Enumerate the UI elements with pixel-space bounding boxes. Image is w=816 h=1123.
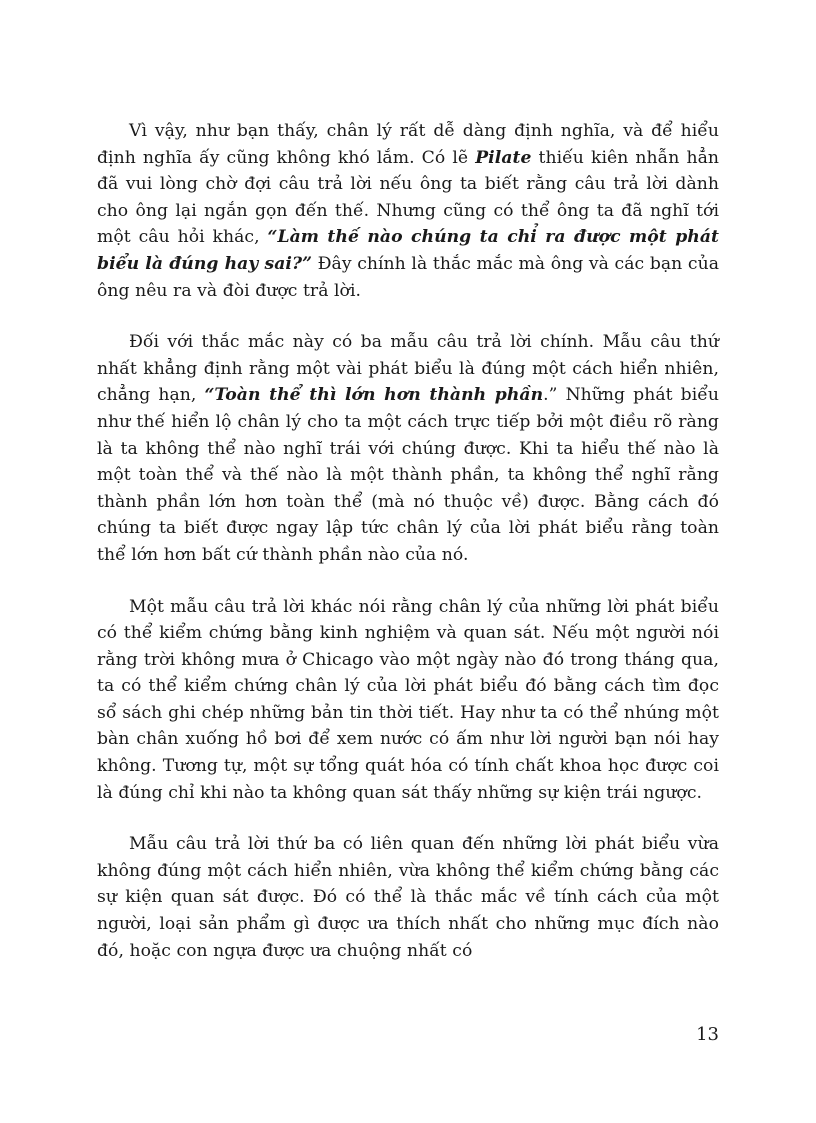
paragraph-1-text-2: thiếu kiên nhẫn hẳn đã vui lòng chờ đợi câu trả lời nếu ông ta biết rằng câu trả lời dành cho ông lại ngắn gọn đến thế. Nhưng cũng có thể ông ta đã nghĩ tới một câu hỏi khác, <box>97 147 719 248</box>
paragraph-2 <box>97 329 719 568</box>
paragraph-3-text-1: Một mẫu câu trả lời khác nói rằng chân lý của những lời phát biểu có thể kiểm chứng bằng kinh nghiệm và quan sát. Nếu một người nói rằng trời không mưa ở Chicago vào một ngày nào đó trong tháng qua, ta có thể kiểm chứng chân lý của lời phát biểu đó bằng cách tìm đọc sổ sách ghi chép những bản tin thời tiết. Hay như ta có thể nhúng một bàn chân xuống hồ bơi để xem nước có ấm như lời người bạn nói hay không. Tương tự, một sự tổng quát hóa có tính chất khoa học được coi là đúng chỉ khi nào ta không quan sát thấy những sự kiện trái ngược. <box>97 596 719 803</box>
page-number: 13 <box>696 1024 719 1045</box>
emphasis-question: “Làm thế nào chúng ta chỉ ra được một phát biểu là đúng hay sai?” <box>97 227 720 274</box>
paragraph-2-text-1: Đối với thắc mắc này có ba mẫu câu trả lời chính. Mẫu câu thứ nhất khẳng định rằng một vài phát biểu là đúng một cách hiển nhiên, chẳng hạn, <box>97 332 719 406</box>
page-body <box>97 118 719 989</box>
paragraph-2-text-2: .” Những phát biểu như thế hiển lộ chân lý cho ta một cách trực tiếp bởi một điều rõ ràng là ta không thể nào nghĩ trái với chúng được. Khi ta hiểu thế nào là một toàn thể và thế nào là một thành phần, ta không thể nghĩ rằng thành phần lớn hơn toàn thể (mà nó thuộc về) được. Bằng cách đó chúng ta biết được ngay lập tức chân lý của lời phát biểu rằng toàn thể lớn hơn bất cứ thành phần nào của nó. <box>97 385 719 565</box>
paragraph-4 <box>97 831 719 964</box>
paragraph-1-text-3: Đây chính là thắc mắc mà ông và các bạn của ông nêu ra và đòi được trả lời. <box>97 253 719 301</box>
emphasis-whole-part: “Toàn thể thì lớn hơn thành phần <box>204 385 544 406</box>
paragraph-1 <box>97 118 719 304</box>
emphasis-pilate: Pilate <box>475 147 532 168</box>
paragraph-3 <box>97 594 719 807</box>
paragraph-1-text-1: Vì vậy, như bạn thấy, chân lý rất dễ dàng định nghĩa, và để hiểu định nghĩa ấy cũng không khó lắm. Có lẽ <box>97 121 719 168</box>
paragraph-4-text-1: Mẫu câu trả lời thứ ba có liên quan đến những lời phát biểu vừa không đúng một cách hiển nhiên, vừa không thể kiểm chứng bằng các sự kiện quan sát được. Đó có thể là thắc mắc về tính cách của một người, loại sản phẩm gì được ưa thích nhất cho những mục đích nào đó, hoặc con ngựa được ưa chuộng nhất có <box>97 834 719 961</box>
